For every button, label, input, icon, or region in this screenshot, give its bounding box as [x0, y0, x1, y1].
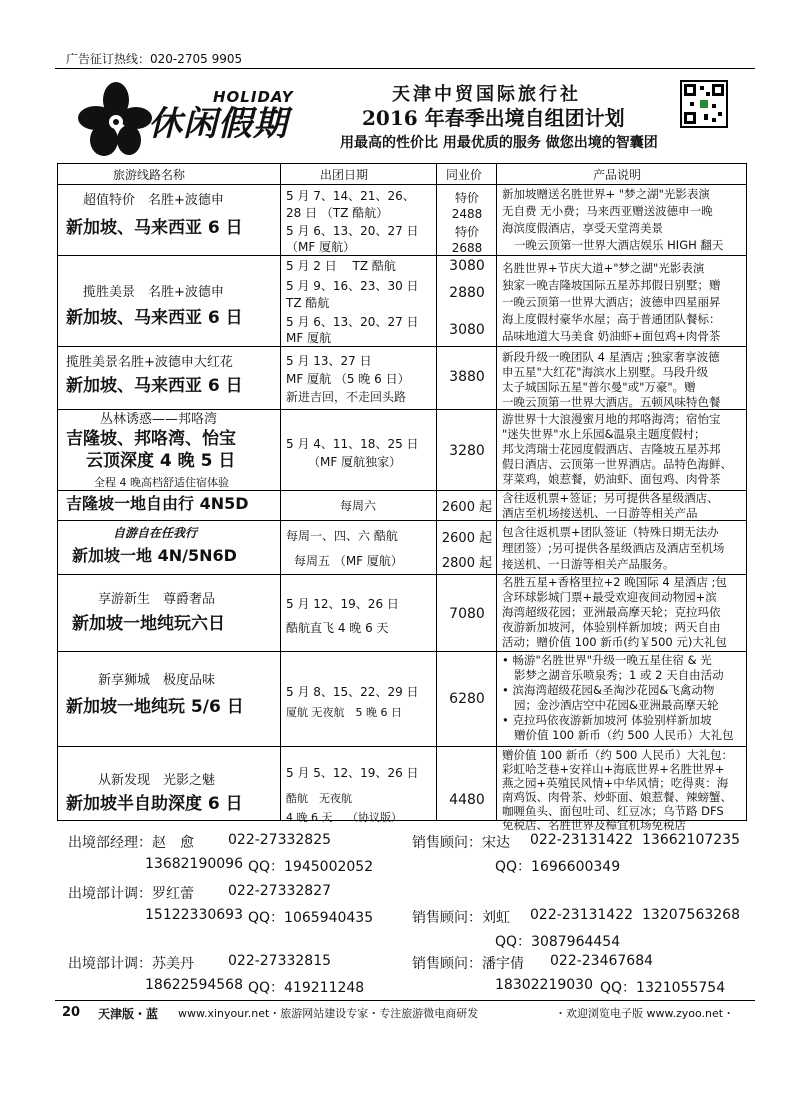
desc-line: 申五星"大红花"海滨水上别墅。马段升级 — [502, 365, 709, 379]
contact-phone: 022-27332815 — [228, 953, 332, 969]
desc-line: 活动；赠价值 100 新币(约￥500 元)大礼包 — [502, 635, 727, 649]
route-subtitle: 超值特价 名胜+波德申 — [83, 193, 224, 208]
route-title: 新加坡、马来西亚 6 日 — [66, 218, 243, 238]
contact-qq: QQ：1321055754 — [600, 980, 726, 996]
desc-line: 名胜五星+香格里拉+2 晚国际 4 星酒店 ;包 — [502, 575, 727, 589]
desc-line: 太子城国际五星"普尔曼"或"万豪"。赠 — [502, 380, 696, 394]
page-number: 20 — [62, 1005, 81, 1020]
price: 特价 2688 — [451, 225, 483, 255]
desc-line: • 克拉玛依夜游新加坡河 体验别样新加坡 — [502, 713, 712, 727]
date-line: 5 月 13、27 日 — [286, 354, 372, 368]
plan-title: 2016 年春季出境自组团计划 — [362, 106, 625, 130]
col-divider — [436, 164, 437, 820]
date-line: 5 月 6、13、20、27 日 — [286, 315, 419, 329]
route-subtitle: 自游自在任我行 — [113, 526, 198, 540]
desc-line: 新段升级一晚团队 4 星酒店 ;独家奢享波德 — [502, 350, 720, 364]
desc-line: 一晚云顶第一世界大酒店娱乐 HIGH 翻天 — [514, 238, 724, 252]
contact-qq: QQ：3087964454 — [495, 934, 621, 950]
desc-line: 燕之园+英殖民风情+中华风情；吃得爽：海 — [502, 776, 729, 790]
logo-text: 休闲假期 — [148, 104, 288, 144]
date-line: 5 月 5、12、19、26 日 — [286, 766, 419, 780]
desc-line: 含往返机票+签证；另可提供各星级酒店、 — [502, 491, 719, 505]
desc-line: 含环球影城门票+最受欢迎夜间动物园+滨 — [502, 590, 717, 604]
date-line: 新进吉回，不走回头路 — [286, 390, 407, 404]
flower-logo-icon — [74, 80, 158, 164]
footer-divider — [55, 1000, 755, 1001]
date-line: 5 月 6、13、20、27 日 — [286, 224, 419, 238]
row-divider — [58, 184, 746, 185]
route-title: 新加坡、马来西亚 6 日 — [66, 376, 243, 396]
price: 3080 — [449, 322, 485, 338]
desc-line: 园；金沙酒店空中花园&亚洲最高摩天轮 — [514, 698, 719, 712]
desc-line: 影梦之湖音乐喷泉秀；1 或 2 天自由活动 — [514, 668, 724, 682]
desc-line: 新加坡赠送名胜世界+ "梦之湖"光影表演 — [502, 187, 710, 201]
desc-line: • 滨海湾超级花园&圣淘沙花园&飞禽动物 — [502, 683, 715, 697]
date-line: 酷航 无夜航 — [286, 792, 352, 805]
contact-mobile: 13682190096 — [145, 856, 243, 872]
contact-role: 出境部经理：赵 愈 — [68, 835, 194, 851]
route-title-2: 云顶深度 4 晚 5 日 — [86, 451, 236, 471]
date-line: 5 月 9、16、23、30 日 — [286, 279, 419, 293]
route-title: 吉隆坡、邦咯湾、怡宝 — [66, 429, 236, 449]
price: 2600 起 — [441, 531, 493, 546]
route-title: 新加坡一地纯玩六日 — [72, 614, 225, 634]
date-line: （MF 厦航独家） — [308, 455, 402, 469]
desc-line: 包含往返机票+团队签证（特殊日期无法办 — [502, 525, 719, 539]
desc-line: 邦戈湾瑞士花园度假酒店、吉隆坡五星苏邦 — [502, 442, 721, 456]
route-subtitle: 丛林诱惑——邦咯湾 — [100, 412, 218, 427]
contact-qq: QQ：1696600349 — [495, 859, 621, 875]
contact-phone: 022-23131422 — [530, 832, 634, 848]
desc-line: 芽菜鸡，娘惹餐，奶油虾、面包鸡、肉骨茶 — [502, 472, 721, 486]
date-line: TZ 酷航 — [286, 296, 330, 310]
price: 3080 — [449, 258, 485, 274]
col-divider — [496, 164, 497, 820]
desc-line: 彩虹哈芝巷+安祥山+海底世界+名胜世界+ — [502, 762, 725, 776]
date-line: 5 月 7、14、21、26、 — [286, 189, 415, 203]
date-line: 5 月 12、19、26 日 — [286, 597, 399, 611]
contact-phone: 022-23467684 — [550, 953, 654, 969]
desc-line: 南鸡饭、肉骨茶、炒虾面、娘惹餐、辣螃蟹、 — [502, 790, 732, 804]
route-note: 全程 4 晚高档舒适住宿体验 — [94, 476, 229, 489]
price: 2600 起 — [441, 500, 493, 515]
price: 2800 起 — [441, 556, 493, 571]
date-line: 厦航 无夜航 5 晚 6 日 — [286, 706, 402, 719]
desc-line: 咖喱鱼头、面包吐司、红豆冰；乌节路 DFS — [502, 804, 724, 818]
contact-role: 出境部计调：苏美丹 — [68, 956, 194, 972]
qr-code-icon — [680, 80, 728, 128]
desc-line: 赠价值 100 新币（约 500 人民币）大礼包 — [514, 728, 734, 742]
desc-line: 海湾超级花园；亚洲最高摩天轮；克拉玛依 — [502, 605, 721, 619]
contact-mobile: 13207563268 — [642, 907, 740, 923]
contact-mobile: 13662107235 — [642, 832, 740, 848]
date-line: MF 厦航 （5 晚 6 日） — [286, 372, 410, 386]
desc-line: 一晚云顶第一世界大酒店。五顿风味特色餐 — [502, 395, 721, 409]
row-divider — [58, 346, 746, 347]
desc-line: 名胜世界+节庆大道+"梦之湖"光影表演 — [502, 261, 705, 275]
desc-line: • 畅游"名胜世界"升级一晚五星住宿 & 光 — [502, 653, 712, 667]
header-desc: 产品说明 — [593, 168, 642, 182]
contact-mobile: 18302219030 — [495, 977, 593, 993]
route-title: 新加坡半自助深度 6 日 — [66, 794, 243, 814]
route-title: 新加坡一地纯玩 5/6 日 — [66, 697, 244, 717]
contact-phone: 022-27332825 — [228, 832, 332, 848]
contact-role: 出境部计调：罗红蕾 — [68, 886, 194, 902]
contact-role: 销售顾问：潘宇倩 — [412, 956, 524, 972]
desc-line: "迷失世界"水上乐园&温泉主题度假村； — [502, 427, 706, 441]
header-date: 出团日期 — [320, 168, 369, 182]
price: 2880 — [449, 285, 485, 301]
desc-line: 品味地道大马美食 奶油虾+面包鸡+肉骨茶 — [502, 329, 721, 343]
edition-label: 天津版・蓝 — [98, 1007, 159, 1021]
route-subtitle: 揽胜美景 名胜+波德申 — [83, 285, 224, 300]
date-line: 5 月 4、11、18、25 日 — [286, 437, 419, 451]
price: 3880 — [449, 369, 485, 385]
price: 7080 — [449, 606, 485, 622]
slogan: 用最高的性价比 用最优质的服务 做您出境的智囊团 — [340, 135, 658, 151]
contact-role: 销售顾问：宋达 — [412, 835, 510, 851]
col-divider — [280, 164, 281, 820]
route-subtitle: 从新发现 光影之魅 — [98, 773, 216, 788]
contact-qq: QQ：419211248 — [248, 980, 365, 996]
date-line: 酷航直飞 4 晚 6 天 — [286, 621, 389, 635]
price: 6280 — [449, 691, 485, 707]
desc-line: 理团签）;另可提供各星级酒店及酒店至机场 — [502, 541, 725, 555]
price: 4480 — [449, 792, 485, 808]
date-line: 28 日 （TZ 酷航） — [286, 206, 389, 220]
route-subtitle: 新享狮城 极度品味 — [98, 673, 216, 688]
route-title: 新加坡一地 4N/5N6D — [72, 546, 237, 565]
tour-table — [57, 163, 747, 832]
desc-line: 海上度假村豪华水屋；高于普通团队餐标： — [502, 312, 721, 326]
route-title: 新加坡、马来西亚 6 日 — [66, 308, 243, 328]
contact-qq: QQ：1065940435 — [248, 910, 374, 926]
desc-line: 夜游新加坡河，体验别样新加坡；两天自由 — [502, 620, 721, 634]
price: 特价 2488 — [451, 191, 483, 221]
desc-line: 接送机、一日游等相关产品服务。 — [502, 557, 675, 571]
date-line: MF 厦航 — [286, 331, 332, 345]
route-subtitle: 享游新生 尊爵奢品 — [98, 592, 216, 607]
price: 3280 — [449, 443, 485, 459]
desc-line: 免税店、名胜世界及樟宜机场免税店 — [502, 818, 686, 832]
footer-right: ・欢迎浏览电子版 www.zyoo.net・ — [555, 1007, 735, 1020]
route-subtitle: 揽胜美景名胜+波德申大红花 — [66, 355, 233, 370]
desc-line: 假日酒店、云顶第一世界酒店。品特色海鲜、 — [502, 457, 732, 471]
date-line: 5 月 8、15、22、29 日 — [286, 685, 419, 699]
logo-english: HOLIDAY — [213, 88, 294, 106]
desc-line: 无自费 无小费；马来西亚赠送波德申一晚 — [502, 204, 713, 218]
header-divider — [55, 68, 755, 69]
route-title: 吉隆坡一地自由行 4N5D — [66, 494, 249, 513]
desc-line: 赠价值 100 新币（约 500 人民币）大礼包： — [502, 748, 734, 762]
header-price: 同业价 — [446, 168, 483, 182]
desc-line: 海滨度假酒店，享受天堂湾美景 — [502, 221, 663, 235]
date-line: （MF 厦航） — [286, 240, 356, 254]
contact-mobile: 15122330693 — [145, 907, 243, 923]
desc-line: 独家一晚吉隆坡国际五星苏邦假日别墅；赠 — [502, 278, 721, 292]
date-line: 5 月 2 日 TZ 酷航 — [286, 259, 396, 273]
row-divider — [58, 255, 746, 256]
date-line: 每周五 （MF 厦航） — [294, 554, 403, 568]
desc-line: 酒店至机场接送机、一日游等相关产品 — [502, 506, 698, 520]
desc-line: 游世界十大浪漫蜜月地的邦咯海湾；宿怡宝 — [502, 412, 721, 426]
agency-name: 天津中贸国际旅行社 — [392, 84, 581, 105]
date-line: 4 晚 6 天 （协议版） — [286, 811, 402, 824]
contact-phone: 022-27332827 — [228, 883, 332, 899]
contact-mobile: 18622594568 — [145, 977, 243, 993]
ad-hotline: 广告征订热线：020-2705 9905 — [66, 52, 243, 66]
date-line: 每周一、四、六 酷航 — [286, 529, 398, 543]
header-route: 旅游线路名称 — [113, 168, 186, 182]
contact-role: 销售顾问：刘虹 — [412, 910, 510, 926]
contact-phone: 022-23131422 — [530, 907, 634, 923]
desc-line: 一晚云顶第一世界大酒店；波德申四星丽昇 — [502, 295, 721, 309]
footer-text: www.xinyour.net・旅游网站建设专家・专注旅游微电商研发 — [178, 1007, 479, 1020]
date-line: 每周六 — [340, 499, 377, 513]
contact-qq: QQ：1945002052 — [248, 859, 374, 875]
